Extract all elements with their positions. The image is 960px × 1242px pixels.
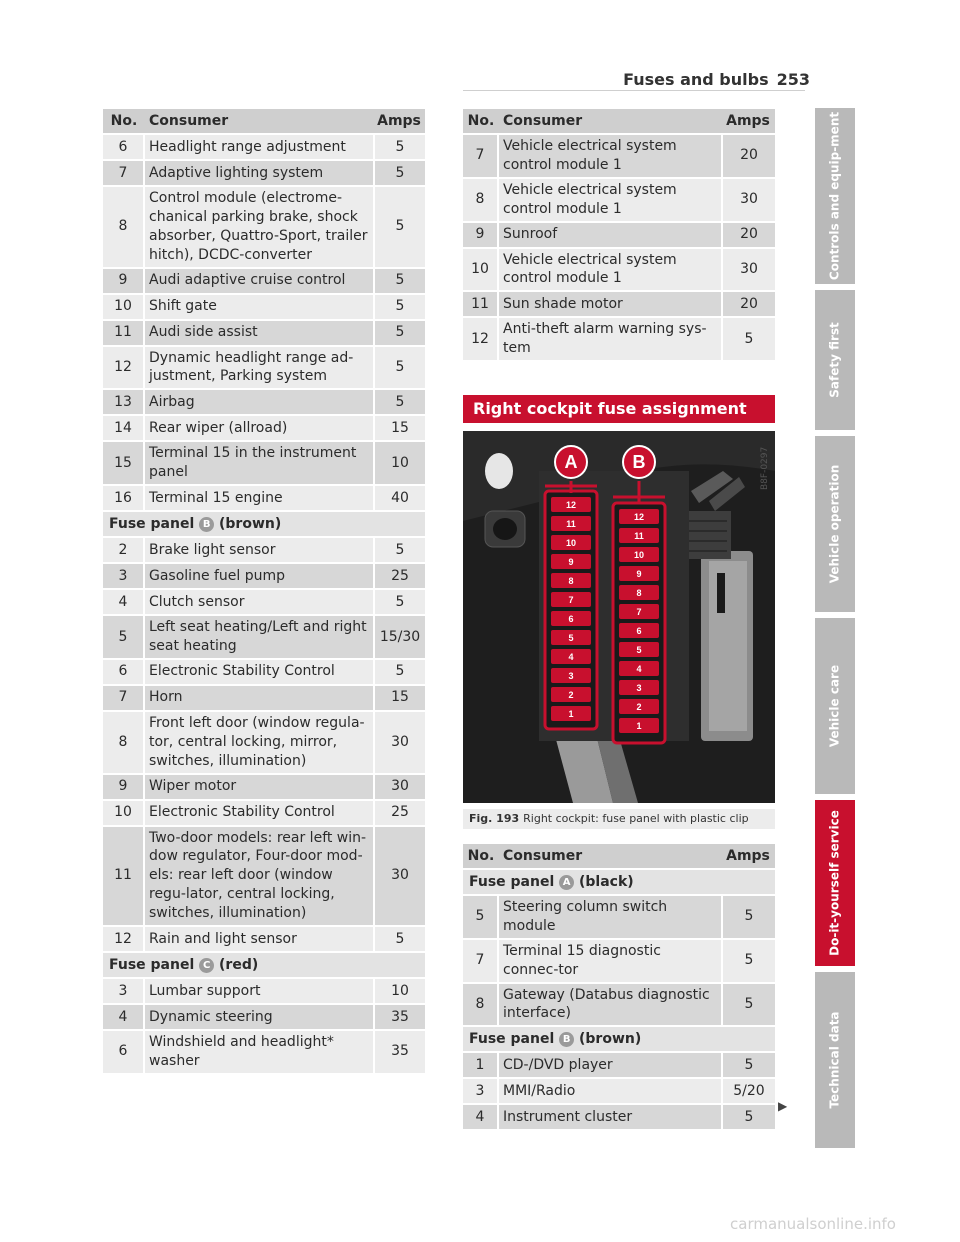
header-divider [463, 90, 805, 91]
section-label-text: Fuse panel [469, 1030, 555, 1047]
fuse-number: 11 [103, 321, 145, 345]
section-title: Right cockpit fuse assignment [463, 395, 775, 423]
column-header-no: No. [463, 844, 499, 868]
fuse-slot-number: 8 [636, 588, 642, 598]
table-row [103, 135, 425, 159]
figure-code: B8F-0297 [760, 446, 770, 490]
fuse-amps: 15 [373, 416, 425, 440]
fuse-amps: 5/20 [721, 1079, 775, 1103]
fuse-number: 3 [463, 1079, 499, 1103]
fuse-consumer: Sun shade motor [499, 292, 721, 316]
table-row [103, 486, 425, 510]
fuse-number: 8 [463, 179, 499, 221]
fuse-amps: 20 [721, 223, 775, 247]
fuse-number: 5 [463, 896, 499, 938]
fuse-amps: 5 [373, 927, 425, 951]
fuse-consumer: Horn [145, 686, 373, 710]
fuse-number: 6 [103, 1031, 145, 1073]
fuse-number: 3 [103, 979, 145, 1003]
table-row [463, 179, 775, 221]
table-row [103, 161, 425, 185]
fuse-consumer: Terminal 15 in the instrument panel [145, 442, 373, 484]
table-row [103, 927, 425, 951]
panel-letter-badge: B [199, 517, 214, 532]
fuse-amps: 40 [373, 486, 425, 510]
fuse-number: 11 [103, 827, 145, 925]
fuse-number: 13 [103, 390, 145, 414]
fuse-consumer: Windshield and headlight* washer [145, 1031, 373, 1073]
fuse-slot-number: 2 [568, 690, 574, 700]
fuse-number: 8 [463, 984, 499, 1026]
fuse-number: 16 [103, 486, 145, 510]
fuse-consumer: Electronic Stability Control [145, 660, 373, 684]
table-row [103, 660, 425, 684]
fuse-amps: 5 [721, 940, 775, 982]
table-row [463, 249, 775, 291]
fuse-number: 11 [463, 292, 499, 316]
fuse-slot-number: 6 [568, 614, 574, 624]
section-color-text: (brown) [579, 1030, 642, 1047]
table-row [463, 940, 775, 982]
table-row [103, 538, 425, 562]
fuse-slot-number: 5 [636, 645, 642, 655]
fuse-consumer: Instrument cluster [499, 1105, 721, 1129]
fuse-panel-section-label [463, 870, 775, 894]
side-tab-vehicle-care[interactable] [815, 618, 855, 794]
table-row [103, 347, 425, 389]
fuse-slot-number: 7 [568, 595, 574, 605]
column-header-no: No. [463, 109, 499, 133]
fuse-number: 7 [103, 686, 145, 710]
fuse-panel-section-label [103, 512, 425, 536]
fuse-amps: 25 [373, 564, 425, 588]
left-fuse-table [103, 107, 425, 1075]
table-row [103, 775, 425, 799]
table-row [103, 686, 425, 710]
panel-letter-badge: B [559, 1032, 574, 1047]
fuse-number: 4 [463, 1105, 499, 1129]
side-tab-technical-data[interactable] [815, 972, 855, 1148]
fuse-amps: 5 [721, 896, 775, 938]
fuse-slot-number: 11 [566, 519, 576, 529]
fuse-slot-number: 12 [633, 512, 645, 522]
fuse-number: 7 [463, 940, 499, 982]
fuse-amps: 30 [721, 249, 775, 291]
fuse-number: 12 [103, 927, 145, 951]
fuse-number: 4 [103, 1005, 145, 1029]
side-tab-label: Technical data [827, 1011, 842, 1109]
fuse-consumer: Wiper motor [145, 775, 373, 799]
fuse-amps: 30 [373, 712, 425, 773]
fuse-consumer: Anti-theft alarm warning sys-tem [499, 318, 721, 360]
fuse-number: 6 [103, 660, 145, 684]
fuse-consumer: Vehicle electrical system control module 1 [499, 179, 721, 221]
table-row [103, 442, 425, 484]
fuse-amps: 30 [373, 827, 425, 925]
fuse-number: 2 [103, 538, 145, 562]
table-row [463, 896, 775, 938]
fuse-consumer: Audi side assist [145, 321, 373, 345]
table-row [103, 390, 425, 414]
panel-letter-badge: C [199, 958, 214, 973]
fuse-slot-number: 1 [636, 721, 642, 731]
fuse-amps: 25 [373, 801, 425, 825]
fuse-slot-number: 4 [568, 652, 574, 662]
fuse-slot-number: 7 [636, 607, 642, 617]
table-row [463, 292, 775, 316]
column-header-no: No. [103, 109, 145, 133]
fuse-amps: 5 [373, 390, 425, 414]
side-tab-do-it-yourself[interactable] [815, 800, 855, 966]
fuse-slot-number: 11 [634, 531, 644, 541]
fuse-amps: 5 [373, 269, 425, 293]
section-label-text: Fuse panel [469, 873, 555, 890]
fuse-panel-photo [463, 431, 775, 803]
side-tab-safety-first[interactable] [815, 290, 855, 430]
table-row [103, 564, 425, 588]
fuse-number: 8 [103, 187, 145, 267]
panel-letter-badge: A [559, 875, 574, 890]
figure-caption-text: Right cockpit: fuse panel with plastic clip [523, 812, 749, 825]
table-row [463, 984, 775, 1026]
table-row [463, 1079, 775, 1103]
column-header-consumer: Consumer [499, 109, 721, 133]
fuse-number: 3 [103, 564, 145, 588]
fuse-consumer: Airbag [145, 390, 373, 414]
fuse-number: 5 [103, 616, 145, 658]
fuse-consumer: Gateway (Databus diagnostic interface) [499, 984, 721, 1026]
fuse-number: 4 [103, 590, 145, 614]
fuse-consumer: Lumbar support [145, 979, 373, 1003]
fuse-amps: 10 [373, 442, 425, 484]
fuse-number: 12 [463, 318, 499, 360]
table-row [103, 801, 425, 825]
section-color-text: (brown) [219, 515, 282, 532]
page-title: Fuses and bulbs [623, 70, 769, 89]
fuse-amps: 5 [721, 318, 775, 360]
fuse-amps: 5 [373, 187, 425, 267]
fuse-consumer: Terminal 15 engine [145, 486, 373, 510]
fuse-slot-number: 3 [636, 683, 642, 693]
fuse-number: 6 [103, 135, 145, 159]
table-row [103, 1031, 425, 1073]
fuse-number: 14 [103, 416, 145, 440]
fuse-amps: 5 [373, 161, 425, 185]
table-row [103, 1005, 425, 1029]
page-number: 253 [776, 70, 810, 89]
fuse-consumer: Brake light sensor [145, 538, 373, 562]
fuse-amps: 5 [721, 1105, 775, 1129]
fuse-consumer: Vehicle electrical system control module 1 [499, 249, 721, 291]
fuse-consumer: Left seat heating/Left and right seat heating [145, 616, 373, 658]
fuse-number: 10 [103, 801, 145, 825]
fuse-amps: 30 [373, 775, 425, 799]
fuse-amps: 5 [373, 590, 425, 614]
continue-arrow-icon: ▶ [778, 1099, 788, 1113]
fuse-slot-number: 8 [568, 576, 574, 586]
fuse-consumer: Control module (electrome-chanical parking brake, shock absorber, Quattro-Sport, trailer hitch), DCDC-converter [145, 187, 373, 267]
table-row [463, 1105, 775, 1129]
fuse-number: 12 [103, 347, 145, 389]
fuse-consumer: Vehicle electrical system control module 1 [499, 135, 721, 177]
fuse-amps: 35 [373, 1031, 425, 1073]
side-tab-label: Do-it-yourself service [827, 810, 842, 956]
fuse-slot-number: 9 [636, 569, 642, 579]
fuse-slot-number: 10 [633, 550, 645, 560]
callout-b-label: B [632, 452, 646, 472]
fuse-number: 10 [463, 249, 499, 291]
figure-caption [463, 809, 775, 829]
fuse-number: 9 [463, 223, 499, 247]
fuse-amps: 15/30 [373, 616, 425, 658]
fuse-consumer: Dynamic steering [145, 1005, 373, 1029]
fuse-number: 9 [103, 269, 145, 293]
section-color-text: (black) [579, 873, 634, 890]
fuse-amps: 30 [721, 179, 775, 221]
fuse-number: 9 [103, 775, 145, 799]
table-row [103, 295, 425, 319]
fuse-consumer: Terminal 15 diagnostic connec-tor [499, 940, 721, 982]
fuse-number: 7 [103, 161, 145, 185]
table-row [103, 187, 425, 267]
fuse-slot-number: 10 [565, 538, 577, 548]
fuse-slot-number: 2 [636, 702, 642, 712]
section-label-text: Fuse panel [109, 956, 195, 973]
fuse-amps: 5 [373, 538, 425, 562]
fuse-slot-number: 5 [568, 633, 574, 643]
column-header-consumer: Consumer [499, 844, 721, 868]
fuse-number: 7 [463, 135, 499, 177]
side-tab-controls[interactable] [815, 108, 855, 284]
fuse-panel-section-row [463, 1027, 775, 1051]
fuse-consumer: Rain and light sensor [145, 927, 373, 951]
fuse-amps: 10 [373, 979, 425, 1003]
fuse-amps: 5 [373, 347, 425, 389]
side-tab-label: Safety first [827, 322, 842, 398]
fuse-panel-section-row [103, 512, 425, 536]
fuse-consumer: Headlight range adjustment [145, 135, 373, 159]
right-bottom-fuse-table [463, 842, 775, 1131]
table-row [103, 321, 425, 345]
table-row [103, 616, 425, 658]
fuse-panel-section-label [463, 1027, 775, 1051]
fuse-consumer: Steering column switch module [499, 896, 721, 938]
fuse-amps: 5 [373, 295, 425, 319]
fuse-consumer: Clutch sensor [145, 590, 373, 614]
figure-caption-label: Fig. 193 [469, 812, 520, 825]
fuse-panel-section-row [463, 870, 775, 894]
fuse-amps: 5 [721, 984, 775, 1026]
fuse-slot-number: 1 [568, 709, 574, 719]
column-header-amps: Amps [721, 844, 775, 868]
column-header-amps: Amps [373, 109, 425, 133]
table-row [463, 1053, 775, 1077]
fuse-amps: 35 [373, 1005, 425, 1029]
fuse-consumer: Sunroof [499, 223, 721, 247]
fuse-panel-section-row [103, 953, 425, 977]
table-row [103, 979, 425, 1003]
fuse-panel-section-label [103, 953, 425, 977]
column-header-amps: Amps [721, 109, 775, 133]
fuse-consumer: Shift gate [145, 295, 373, 319]
table-row [103, 416, 425, 440]
fuse-number: 8 [103, 712, 145, 773]
table-row [463, 135, 775, 177]
watermark: carmanualsonline.info [730, 1215, 896, 1233]
fuse-number: 1 [463, 1053, 499, 1077]
side-tab-vehicle-operation[interactable] [815, 436, 855, 612]
table-row [103, 269, 425, 293]
table-row [103, 827, 425, 925]
section-label-text: Fuse panel [109, 515, 195, 532]
fuse-consumer: Adaptive lighting system [145, 161, 373, 185]
fuse-slot-number: 4 [636, 664, 642, 674]
side-tab-label: Controls and equip-ment [827, 111, 842, 281]
column-header-consumer: Consumer [145, 109, 373, 133]
side-tab-label: Vehicle operation [827, 464, 842, 584]
fuse-amps: 5 [373, 135, 425, 159]
fuse-amps: 5 [373, 321, 425, 345]
right-top-fuse-table [463, 107, 775, 362]
fuse-consumer: Dynamic headlight range ad-justment, Parking system [145, 347, 373, 389]
callout-a-label: A [564, 452, 578, 472]
fuse-slot-number: 6 [636, 626, 642, 636]
fuse-panel-figure [463, 431, 775, 803]
fuse-consumer: Gasoline fuel pump [145, 564, 373, 588]
fuse-amps: 5 [721, 1053, 775, 1077]
fuse-amps: 20 [721, 135, 775, 177]
fuse-slot-number: 3 [568, 671, 574, 681]
side-tab-label: Vehicle care [827, 664, 842, 748]
fuse-consumer: MMI/Radio [499, 1079, 721, 1103]
fuse-amps: 5 [373, 660, 425, 684]
fuse-slot-number: 12 [565, 500, 577, 510]
table-row [103, 712, 425, 773]
table-row [103, 590, 425, 614]
table-row [463, 318, 775, 360]
fuse-slot-number: 9 [568, 557, 574, 567]
fuse-amps: 15 [373, 686, 425, 710]
fuse-consumer: Audi adaptive cruise control [145, 269, 373, 293]
fuse-consumer: Electronic Stability Control [145, 801, 373, 825]
fuse-amps: 20 [721, 292, 775, 316]
fuse-consumer: Two-door models: rear left win-dow regulator, Four-door mod-els: rear left door (window regu-lator, central locking, switches, illumination) [145, 827, 373, 925]
fuse-consumer: Rear wiper (allroad) [145, 416, 373, 440]
section-color-text: (red) [219, 956, 259, 973]
table-row [463, 223, 775, 247]
fuse-consumer: CD-/DVD player [499, 1053, 721, 1077]
fuse-number: 10 [103, 295, 145, 319]
fuse-number: 15 [103, 442, 145, 484]
fuse-consumer: Front left door (window regula-tor, central locking, mirror, switches, illumination) [145, 712, 373, 773]
